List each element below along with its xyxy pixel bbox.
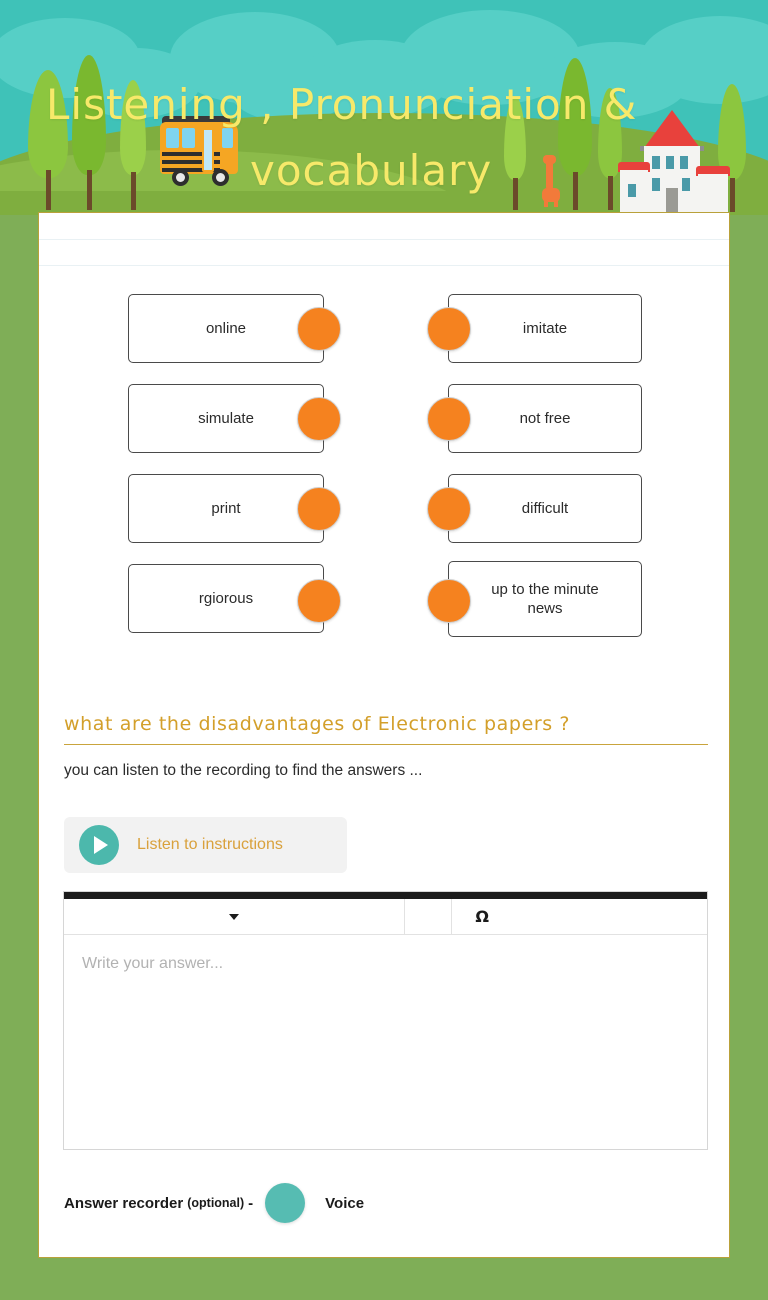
match-left-option[interactable]: print	[128, 474, 324, 543]
matching-row	[39, 379, 730, 469]
voice-label: Voice	[325, 1194, 365, 1212]
special-character-button[interactable]	[452, 899, 707, 934]
editor-topbar	[64, 892, 707, 899]
style-select[interactable]	[64, 899, 405, 934]
match-left-option[interactable]: rgiorous	[128, 564, 324, 633]
tree-icon	[72, 55, 106, 210]
match-left-option[interactable]: online	[128, 294, 324, 363]
tree-icon	[504, 96, 526, 210]
audio-player-label: Listen to instructions	[137, 836, 283, 853]
matching-row	[39, 559, 730, 649]
divider	[39, 239, 730, 240]
matching-row	[39, 289, 730, 379]
school-building-icon	[620, 112, 730, 212]
matching-row	[39, 469, 730, 559]
answer-recorder-row	[64, 1181, 364, 1225]
match-right-option[interactable]: difficult	[448, 474, 642, 543]
school-bus-icon	[160, 112, 242, 188]
question-divider	[64, 744, 708, 745]
match-left-connector-dot[interactable]	[297, 579, 341, 623]
match-right-connector-dot[interactable]	[427, 397, 471, 441]
question-subtitle: you can listen to the recording to find the answers ...	[64, 762, 423, 779]
match-left-connector-dot[interactable]	[297, 487, 341, 531]
answer-input[interactable]	[64, 935, 707, 1149]
match-right-connector-dot[interactable]	[427, 579, 471, 623]
answer-editor	[63, 891, 708, 1150]
tree-icon	[28, 70, 68, 210]
answer-recorder-label: Answer recorder	[64, 1194, 184, 1212]
match-right-connector-dot[interactable]	[427, 487, 471, 531]
answer-recorder-optional: (optional)	[187, 1196, 245, 1210]
answer-recorder-dash: -	[248, 1194, 254, 1212]
giraffe-icon	[540, 158, 562, 206]
answer-placeholder: Write your answer...	[82, 955, 224, 972]
match-right-option[interactable]: not free	[448, 384, 642, 453]
chevron-down-icon	[229, 914, 239, 920]
record-voice-button[interactable]	[265, 1183, 305, 1223]
match-right-option[interactable]: up to the minute news	[448, 561, 642, 637]
banner-title-line-1: Listening , Pronunciation &	[46, 80, 638, 129]
omega-icon: Ω	[475, 907, 489, 926]
divider	[39, 265, 730, 266]
tree-icon	[558, 58, 592, 210]
question-block	[64, 713, 708, 780]
match-right-option[interactable]: imitate	[448, 294, 642, 363]
tree-icon	[598, 88, 622, 210]
matching-exercise	[39, 289, 730, 649]
editor-toolbar	[64, 899, 707, 935]
match-left-option[interactable]: simulate	[128, 384, 324, 453]
tree-icon	[120, 80, 146, 210]
match-left-connector-dot[interactable]	[297, 397, 341, 441]
banner-title-line-2: vocabulary	[250, 146, 493, 195]
worksheet-card	[38, 212, 730, 1258]
header-banner	[0, 0, 768, 215]
play-icon[interactable]	[79, 825, 119, 865]
question-title: what are the disadvantages of Electronic papers ?	[64, 713, 571, 735]
match-left-connector-dot[interactable]	[297, 307, 341, 351]
match-right-connector-dot[interactable]	[427, 307, 471, 351]
audio-player[interactable]	[64, 817, 347, 873]
toolbar-group-blank	[405, 899, 452, 934]
